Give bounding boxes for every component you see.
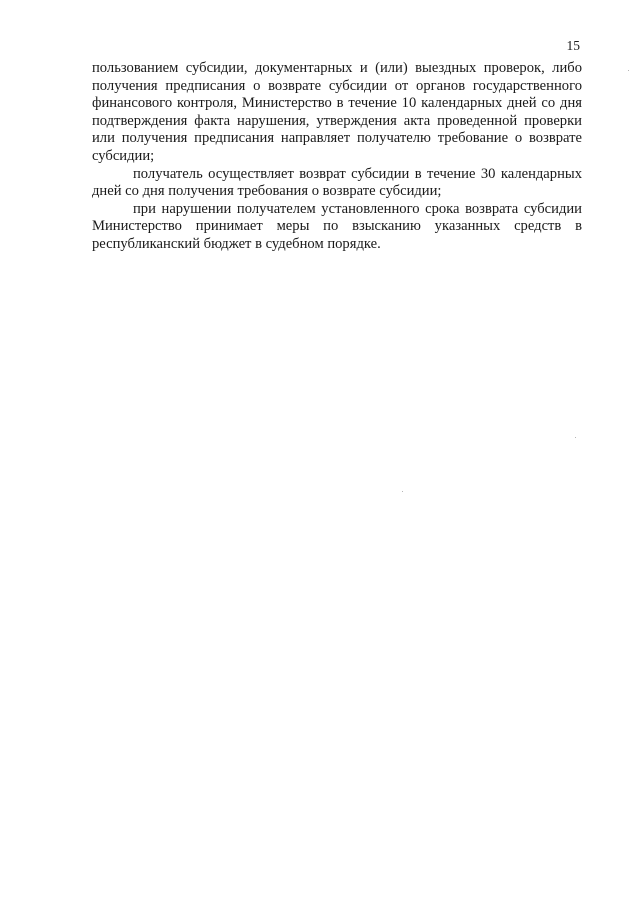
page-number: 15 <box>566 38 580 53</box>
body-text <box>92 60 582 254</box>
paragraph-court-recovery: при нарушении получателем установленного срока возврата субсидии Министерство принимает меры по взысканию указанных средств в республиканский бюджет в судебном порядке. <box>92 200 582 252</box>
scan-speck <box>628 70 629 71</box>
scan-speck <box>402 491 403 492</box>
scan-speck <box>575 437 576 438</box>
paragraph-refund-by-recipient: получатель осуществляет возврат субсидии в течение 30 календарных дней со дня получения требования о возврате субсидии; <box>92 165 582 200</box>
paragraph-continued: пользованием субсидии, документарных и (или) выездных проверок, либо получения предписания о возврате субсидии от органов государственного финансового контроля, Министерство в течение 10 календарных дней со дня подтверждения факта нарушения, утверждения акта проведенной проверки или получения предписания направляет получателю требование о возврате субсидии; <box>92 60 582 164</box>
